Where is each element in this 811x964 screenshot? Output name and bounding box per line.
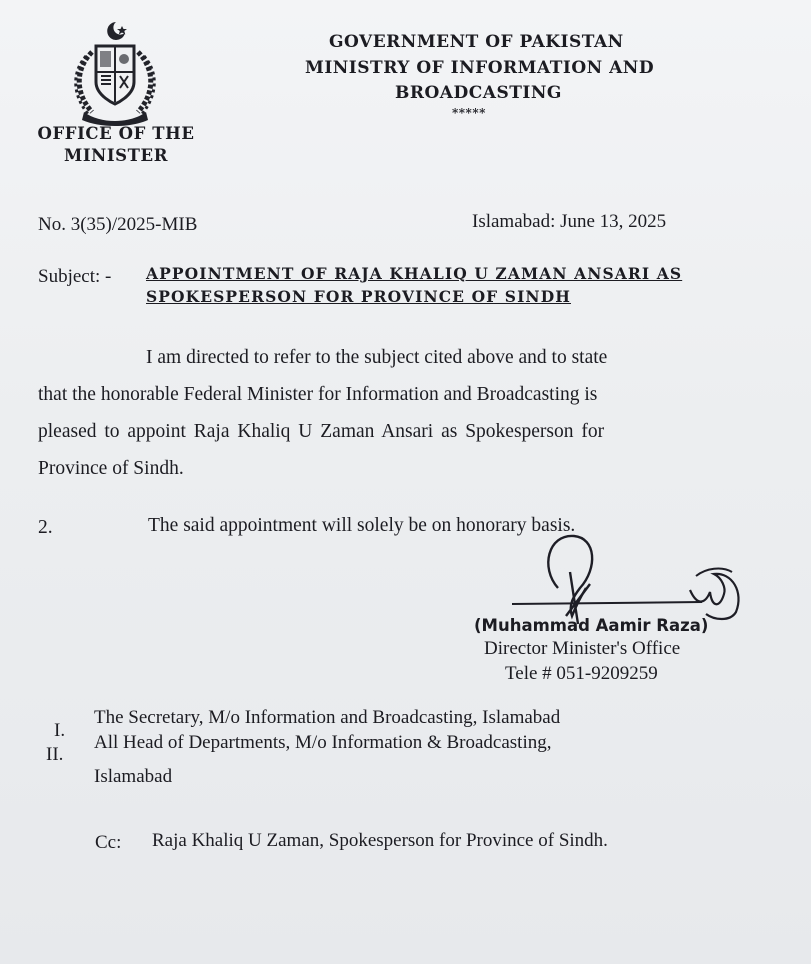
para-2-number: 2. (38, 517, 53, 538)
signatory-tele: Tele # 051-9209259 (505, 663, 658, 684)
distribution-num-2: II. (46, 744, 64, 765)
office-title (26, 123, 206, 167)
cc-label: Cc: (95, 832, 122, 853)
state-emblem (62, 16, 168, 128)
header-line-1: GOVERNMENT OF PAKISTAN (329, 32, 624, 52)
reference-number: No. 3(35)/2025-MIB (38, 214, 198, 235)
signature (500, 528, 750, 628)
signatory-name: (Muhammad Aamir Raza) (474, 616, 709, 635)
header-stars: ***** (452, 106, 486, 120)
cc-text: Raja Khaliq U Zaman, Spokesperson for Province of Sindh. (152, 830, 608, 851)
body-line-3: pleased to appoint Raja Khaliq U Zaman Ansari as Spokesperson for (38, 421, 605, 442)
body-line-4: Province of Sindh. (38, 458, 184, 479)
subject-line-1: APPOINTMENT OF RAJA KHALIQ U ZAMAN ANSARI AS (146, 264, 683, 283)
distribution-text-2-line-2: Islamabad (94, 766, 173, 787)
office-line-2: MINISTER (63, 146, 169, 165)
distribution-text-1: The Secretary, M/o Information and Broadcasting, Islamabad (94, 707, 561, 728)
distribution-num-1: I. (54, 720, 66, 741)
header-line-2: MINISTRY OF INFORMATION AND (305, 58, 655, 78)
office-line-1: OFFICE OF THE (37, 124, 195, 143)
distribution-text-2: All Head of Departments, M/o Information & Broadcasting, (94, 732, 552, 753)
body-line-2: that the honorable Federal Minister for Information and Broadcasting is (38, 384, 598, 405)
header-line-3: BROADCASTING (395, 83, 562, 103)
body-line-1: I am directed to refer to the subject cited above and to state (146, 347, 608, 368)
signatory-title: Director Minister's Office (484, 638, 681, 659)
letter-date: Islamabad: June 13, 2025 (472, 211, 667, 232)
subject-label: Subject: - (38, 266, 112, 287)
subject-line-2: SPOKESPERSON FOR PROVINCE OF SINDH (146, 287, 571, 306)
para-2-text: The said appointment will solely be on honorary basis. (148, 515, 576, 536)
